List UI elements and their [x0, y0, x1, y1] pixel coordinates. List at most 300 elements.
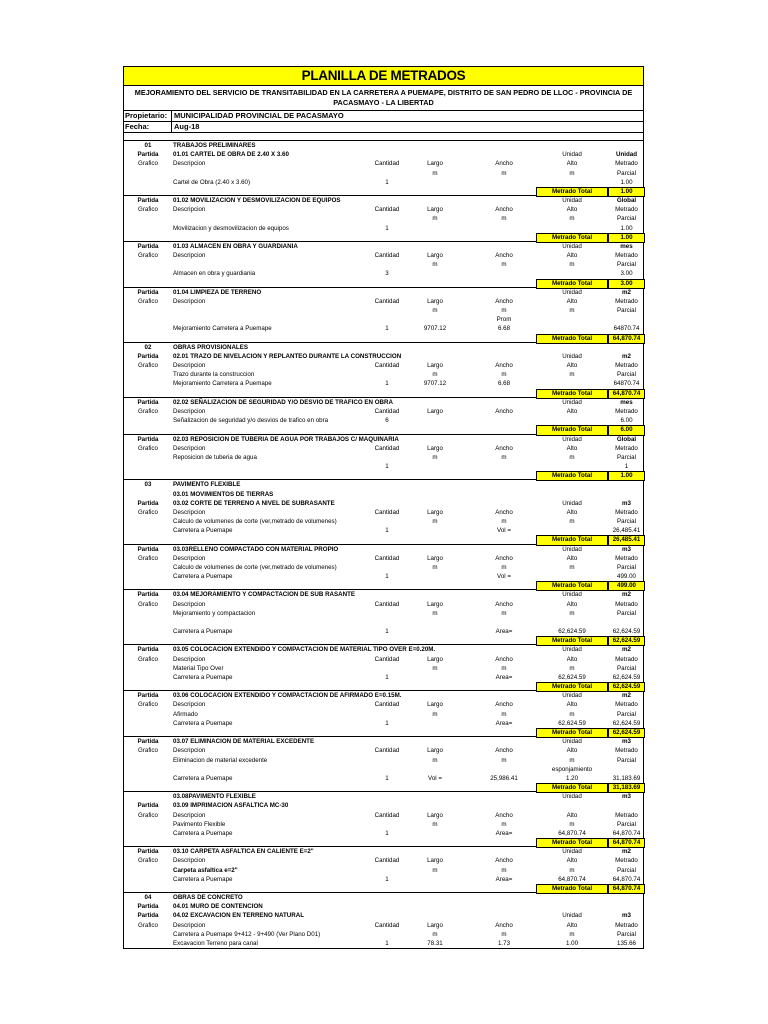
owner-label: Propietario:: [124, 111, 172, 121]
table-row: [124, 490, 643, 499]
code-cell: Partida: [137, 848, 159, 856]
total-row: [124, 233, 643, 242]
metrado-cell: Parcial: [617, 169, 636, 177]
table-row: [124, 545, 643, 554]
code-cell: Partida: [137, 738, 159, 746]
height-cell: m: [569, 866, 575, 874]
quantity-cell: 1: [385, 673, 389, 681]
height-cell: Alto: [566, 444, 578, 452]
metrado-cell: 64870.74: [613, 380, 640, 388]
description-cell: Trazo durante la construccion: [173, 371, 255, 379]
length-cell: m: [432, 756, 438, 764]
height-cell: esponjamiento: [551, 765, 593, 773]
description-cell: 01.04 LIMPIEZA DE TERRENO: [173, 288, 262, 296]
length-cell: m: [432, 169, 438, 177]
metrado-cell: m3: [622, 738, 631, 746]
total-row: [124, 425, 643, 434]
height-cell: m: [569, 215, 575, 223]
table-row: [124, 196, 643, 205]
total-label: Metrado Total: [536, 471, 608, 481]
height-cell: m: [569, 930, 575, 938]
table-row: [124, 435, 643, 444]
total-value: 62,624.59: [608, 728, 645, 738]
width-cell: Vol =: [497, 527, 511, 535]
width-cell: m: [501, 453, 507, 461]
table-row: [124, 700, 643, 709]
total-label: Metrado Total: [536, 279, 608, 289]
table-row: [124, 462, 643, 471]
height-cell: Alto: [566, 297, 578, 305]
total-row: [124, 783, 643, 792]
width-cell: Area=: [495, 829, 513, 837]
table-row: [124, 820, 643, 829]
metrado-cell: Metrado: [615, 160, 638, 168]
code-cell: Grafico: [138, 160, 158, 168]
height-cell: Unidad: [562, 692, 582, 700]
table-row: [124, 930, 643, 939]
total-row: [124, 884, 643, 893]
description-cell: Movilizacion y desmovilizacion de equipos: [173, 224, 289, 232]
metrado-cell: 64,870.74: [612, 829, 641, 837]
code-cell: Partida: [137, 802, 159, 810]
quantity-cell: Cantidad: [374, 160, 400, 168]
code-cell: Partida: [137, 197, 159, 205]
description-cell: Descripcion: [173, 600, 206, 608]
total-label: Metrado Total: [536, 334, 608, 344]
description-cell: 03.09 IMPRIMACION ASFALTICA MC-30: [173, 802, 289, 810]
code-cell: Grafico: [138, 701, 158, 709]
metrado-cell: Metrado: [615, 811, 638, 819]
length-cell: m: [432, 820, 438, 828]
metrado-cell: Metrado: [615, 921, 638, 929]
metrado-cell: Parcial: [617, 820, 636, 828]
total-label: Metrado Total: [536, 682, 608, 692]
total-value: 3.00: [608, 279, 645, 289]
quantity-cell: 1: [385, 325, 389, 333]
table-row: [124, 572, 643, 581]
table-row: [124, 563, 643, 572]
total-row: [124, 471, 643, 480]
length-cell: Largo: [427, 701, 443, 709]
height-cell: 62,624.59: [558, 719, 586, 727]
description-cell: Descripcion: [173, 444, 206, 452]
height-cell: Alto: [566, 600, 578, 608]
total-value: 64,870.74: [608, 389, 645, 399]
width-cell: m: [501, 215, 507, 223]
width-cell: m: [501, 371, 507, 379]
table-row: [124, 159, 643, 168]
description-cell: Mejoramiento Carretera a Puemape: [173, 325, 272, 333]
metrado-cell: Metrado: [615, 600, 638, 608]
code-cell: Partida: [137, 903, 159, 911]
width-cell: Area=: [495, 719, 513, 727]
width-cell: Area=: [495, 673, 513, 681]
table-row: [124, 416, 643, 425]
length-cell: m: [432, 710, 438, 718]
description-cell: 04.01 MURO DE CONTENCION: [173, 903, 263, 911]
height-cell: Alto: [566, 160, 578, 168]
table-row: [124, 526, 643, 535]
quantity-cell: 3: [385, 270, 389, 278]
code-cell: Grafico: [138, 554, 158, 562]
metrado-cell: m2: [622, 288, 631, 296]
height-cell: Unidad: [562, 738, 582, 746]
table-row: [124, 324, 643, 333]
description-cell: Material Tipo Over: [173, 664, 224, 672]
table-row: [124, 343, 643, 352]
metrado-cell: Metrado: [615, 554, 638, 562]
table-row: [124, 379, 643, 388]
metrado-cell: m3: [622, 545, 631, 553]
metrado-cell: Parcial: [617, 215, 636, 223]
height-cell: m: [569, 756, 575, 764]
total-row: [124, 838, 643, 847]
code-cell: Partida: [137, 352, 159, 360]
quantity-cell: Cantidad: [374, 600, 400, 608]
height-cell: m: [569, 261, 575, 269]
table-row: [124, 655, 643, 664]
description-cell: 03.07 ELIMINACION DE MATERIAL EXCEDENTE: [173, 738, 315, 746]
code-cell: 02: [144, 343, 152, 351]
metrado-cell: Metrado: [615, 407, 638, 415]
total-row: [124, 636, 643, 645]
description-cell: 02.03 REPOSICION DE TUBERIA DE AGUA POR TRABAJOS C/ MAQUINARIA: [173, 435, 399, 443]
date-label: Fecha:: [124, 122, 172, 132]
table-row: [124, 306, 643, 315]
quantity-cell: 1: [385, 527, 389, 535]
height-cell: Alto: [566, 407, 578, 415]
width-cell: 25,986.41: [490, 774, 518, 782]
quantity-cell: Cantidad: [374, 921, 400, 929]
quantity-cell: Cantidad: [374, 554, 400, 562]
project-subtitle: MEJORAMIENTO DEL SERVICIO DE TRANSITABILIDAD EN LA CARRETERA A PUEMAPE, DISTRITO DE SAN PEDRO DE LLOC - PROVINCIA DE PACASMAYO - LA LIBERTAD: [123, 86, 644, 111]
description-cell: Descripcion: [173, 297, 206, 305]
height-cell: Alto: [566, 362, 578, 370]
total-label: Metrado Total: [536, 187, 608, 197]
table-row: [124, 178, 643, 187]
metrado-cell: Parcial: [617, 518, 636, 526]
quantity-cell: Cantidad: [374, 701, 400, 709]
metrado-cell: m2: [622, 646, 631, 654]
table-row: [124, 214, 643, 223]
height-cell: Alto: [566, 206, 578, 214]
width-cell: Ancho: [495, 407, 513, 415]
description-cell: Carretera a Puemape: [173, 628, 233, 636]
metrado-cell: Parcial: [617, 710, 636, 718]
code-cell: 04: [144, 894, 152, 902]
metrado-cell: Parcial: [617, 609, 636, 617]
quantity-cell: Cantidad: [374, 206, 400, 214]
table-row: [124, 499, 643, 508]
height-cell: Unidad: [562, 499, 582, 507]
table-row: [124, 352, 643, 361]
description-cell: Calculo de volumenes de corte (ver,metrado de volumenes): [173, 518, 337, 526]
metrado-sheet: [123, 66, 644, 949]
description-cell: 03.04 MEJORAMIENTO Y COMPACTACION DE SUB RASANTE: [173, 591, 355, 599]
metrado-cell: Parcial: [617, 307, 636, 315]
width-cell: Ancho: [495, 206, 513, 214]
table-row: [124, 554, 643, 563]
height-cell: Unidad: [562, 793, 582, 801]
quantity-cell: 1: [385, 178, 389, 186]
total-row: [124, 535, 643, 544]
height-cell: Alto: [566, 655, 578, 663]
code-cell: Grafico: [138, 252, 158, 260]
metrado-cell: 135.66: [617, 939, 636, 947]
quantity-cell: 1: [385, 875, 389, 883]
width-cell: m: [501, 609, 507, 617]
width-cell: Ancho: [495, 747, 513, 755]
length-cell: Largo: [427, 857, 443, 865]
height-cell: Alto: [566, 747, 578, 755]
table-row: [124, 288, 643, 297]
quantity-cell: Cantidad: [374, 655, 400, 663]
code-cell: Grafico: [138, 407, 158, 415]
width-cell: Ancho: [495, 701, 513, 709]
total-value: 62,624.59: [608, 636, 645, 646]
metrado-cell: 26,485.41: [612, 527, 641, 535]
table-row: [124, 645, 643, 654]
total-label: Metrado Total: [536, 581, 608, 591]
metrado-cell: Parcial: [617, 664, 636, 672]
metrado-table: [123, 141, 644, 949]
description-cell: Carretera a Puemape: [173, 774, 233, 782]
table-row: [124, 590, 643, 599]
table-row: [124, 480, 643, 489]
height-cell: m: [569, 307, 575, 315]
table-row: [124, 627, 643, 636]
metrado-cell: Metrado: [615, 857, 638, 865]
description-cell: PAVIMENTO FLEXIBLE: [173, 481, 241, 489]
table-row: [124, 251, 643, 260]
description-cell: Descripcion: [173, 362, 206, 370]
quantity-cell: 6: [385, 417, 389, 425]
width-cell: m: [501, 169, 507, 177]
code-cell: Grafico: [138, 444, 158, 452]
description-cell: Pavimento Flexible: [173, 820, 226, 828]
width-cell: m: [501, 307, 507, 315]
total-value: 1.00: [608, 233, 645, 243]
height-cell: Unidad: [562, 545, 582, 553]
quantity-cell: 1: [385, 573, 389, 581]
description-cell: Almacen en obra y guardiania: [173, 270, 256, 278]
length-cell: Largo: [427, 747, 443, 755]
total-label: Metrado Total: [536, 728, 608, 738]
quantity-cell: Cantidad: [374, 811, 400, 819]
code-cell: Grafico: [138, 655, 158, 663]
table-row: [124, 398, 643, 407]
length-cell: m: [432, 453, 438, 461]
total-label: Metrado Total: [536, 425, 608, 435]
code-cell: Grafico: [138, 857, 158, 865]
description-cell: Descripcion: [173, 921, 206, 929]
metrado-cell: 6.00: [620, 417, 633, 425]
quantity-cell: 1: [385, 628, 389, 636]
quantity-cell: Cantidad: [374, 508, 400, 516]
owner-value: MUNICIPALIDAD PROVINCIAL DE PACASMAYO: [174, 111, 344, 120]
width-cell: Area=: [495, 628, 513, 636]
table-row: [124, 856, 643, 865]
height-cell: 64,870.74: [558, 829, 586, 837]
length-cell: Largo: [427, 252, 443, 260]
description-cell: Carpeta asfaltica e=2": [173, 866, 238, 874]
code-cell: Partida: [137, 591, 159, 599]
metrado-cell: Parcial: [617, 866, 636, 874]
description-cell: Carretera a Puemape: [173, 829, 233, 837]
description-cell: Calculo de volumenes de corte (ver,metrado de volumenes): [173, 563, 337, 571]
quantity-cell: Cantidad: [374, 252, 400, 260]
metrado-cell: Parcial: [617, 756, 636, 764]
table-row: [124, 444, 643, 453]
length-cell: m: [432, 866, 438, 874]
total-label: Metrado Total: [536, 389, 608, 399]
height-cell: Alto: [566, 857, 578, 865]
sheet-title: PLANILLA DE METRADOS: [123, 66, 644, 86]
total-value: 1.00: [608, 187, 645, 197]
table-row: [124, 921, 643, 930]
length-cell: Largo: [427, 444, 443, 452]
height-cell: Unidad: [562, 151, 582, 159]
height-cell: 62,624.59: [558, 628, 586, 636]
total-label: Metrado Total: [536, 838, 608, 848]
description-cell: 01.02 MOVILIZACION Y DESMOVILIZACION DE EQUIPOS: [173, 197, 341, 205]
height-cell: m: [569, 710, 575, 718]
height-cell: Alto: [566, 252, 578, 260]
height-cell: m: [569, 563, 575, 571]
length-cell: m: [432, 307, 438, 315]
table-row: [124, 866, 643, 875]
width-cell: Ancho: [495, 444, 513, 452]
table-row: [124, 664, 643, 673]
total-label: Metrado Total: [536, 636, 608, 646]
width-cell: Ancho: [495, 252, 513, 260]
length-cell: m: [432, 664, 438, 672]
description-cell: Carretera a Puemape: [173, 875, 233, 883]
quantity-cell: 1: [385, 829, 389, 837]
table-row: [124, 150, 643, 159]
description-cell: Eliminacion de material excedente: [173, 756, 268, 764]
table-row: [124, 141, 643, 150]
metrado-cell: m3: [622, 793, 631, 801]
total-row: [124, 682, 643, 691]
metrado-cell: Global: [616, 435, 637, 443]
height-cell: Unidad: [562, 288, 582, 296]
code-cell: Grafico: [138, 362, 158, 370]
description-cell: Mejoramiento y compactacion: [173, 609, 256, 617]
length-cell: m: [432, 609, 438, 617]
description-cell: 02.01 TRAZO DE NIVELACION Y REPLANTEO DURANTE LA CONSTRUCCION: [173, 352, 402, 360]
code-cell: Partida: [137, 912, 159, 920]
table-row: [124, 315, 643, 324]
total-value: 1.00: [608, 471, 645, 481]
metrado-cell: Metrado: [615, 362, 638, 370]
table-row: [124, 829, 643, 838]
description-cell: Excavacion Terreno para canal: [173, 939, 258, 947]
width-cell: Ancho: [495, 160, 513, 168]
description-cell: Descripcion: [173, 252, 206, 260]
spacer-row: [123, 133, 644, 141]
height-cell: Alto: [566, 554, 578, 562]
table-row: [124, 756, 643, 765]
table-row: [124, 811, 643, 820]
table-row: [124, 801, 643, 810]
length-cell: Vol =: [428, 774, 442, 782]
description-cell: 03.03RELLENO COMPACTADO CON MATERIAL PROPIO: [173, 545, 339, 553]
total-row: [124, 581, 643, 590]
metrado-cell: Parcial: [617, 371, 636, 379]
width-cell: m: [501, 820, 507, 828]
width-cell: m: [501, 261, 507, 269]
total-value: 64,870.74: [608, 838, 645, 848]
length-cell: Largo: [427, 508, 443, 516]
description-cell: Descripcion: [173, 407, 206, 415]
code-cell: Grafico: [138, 508, 158, 516]
code-cell: Partida: [137, 398, 159, 406]
table-row: [124, 847, 643, 856]
table-row: [124, 911, 643, 920]
table-row: [124, 407, 643, 416]
height-cell: m: [569, 453, 575, 461]
height-cell: Unidad: [562, 398, 582, 406]
length-cell: Largo: [427, 362, 443, 370]
date-value: Aug-18: [174, 122, 200, 131]
metrado-cell: 64,870.74: [612, 875, 641, 883]
description-cell: 02.02 SEÑALIZACION DE SEGURIDAD Y/O DESVIO DE TRAFICO EN OBRA: [173, 398, 393, 406]
table-row: [124, 792, 643, 801]
total-value: 6.00: [608, 425, 645, 435]
length-cell: m: [432, 563, 438, 571]
total-label: Metrado Total: [536, 783, 608, 793]
length-cell: m: [432, 371, 438, 379]
description-cell: Carretera a Puemape: [173, 527, 233, 535]
length-cell: Largo: [427, 297, 443, 305]
description-cell: Carretera a Puemape: [173, 719, 233, 727]
description-cell: 03.02 CORTE DE TERRENO A NIVEL DE SUBRASANTE: [173, 499, 335, 507]
description-cell: Descripcion: [173, 747, 206, 755]
width-cell: Prom: [496, 316, 512, 324]
height-cell: m: [569, 609, 575, 617]
description-cell: Carretera a Puemape 9+412 - 9+490 (Ver Plano D01): [173, 930, 321, 938]
description-cell: 04.02 EXCAVACION EN TERRENO NATURAL: [173, 912, 304, 920]
metrado-cell: Metrado: [615, 444, 638, 452]
metrado-cell: Unidad: [616, 151, 637, 159]
description-cell: Descripcion: [173, 811, 206, 819]
metrado-cell: Metrado: [615, 747, 638, 755]
table-row: [124, 618, 643, 627]
height-cell: m: [569, 518, 575, 526]
total-row: [124, 334, 643, 343]
description-cell: 03.05 COLOCACION EXTENDIDO Y COMPACTACION DE MATERIAL TIPO OVER E=0.20M.: [173, 646, 436, 654]
length-cell: 9707.12: [423, 325, 447, 333]
width-cell: m: [501, 866, 507, 874]
width-cell: m: [501, 756, 507, 764]
table-row: [124, 224, 643, 233]
table-row: [124, 260, 643, 269]
description-cell: Carretera a Puemape: [173, 573, 233, 581]
total-value: 31,183.69: [608, 783, 645, 793]
length-cell: m: [432, 930, 438, 938]
width-cell: Area=: [495, 875, 513, 883]
code-cell: Grafico: [138, 600, 158, 608]
width-cell: Ancho: [495, 600, 513, 608]
description-cell: 03.10 CARPETA ASFALTICA EN CALIENTE E=2": [173, 848, 314, 856]
table-row: [124, 893, 643, 902]
description-cell: Afirmado: [173, 710, 198, 718]
length-cell: 78.31: [427, 939, 443, 947]
metrado-cell: 1: [624, 463, 629, 471]
code-cell: Grafico: [138, 297, 158, 305]
length-cell: Largo: [427, 407, 443, 415]
